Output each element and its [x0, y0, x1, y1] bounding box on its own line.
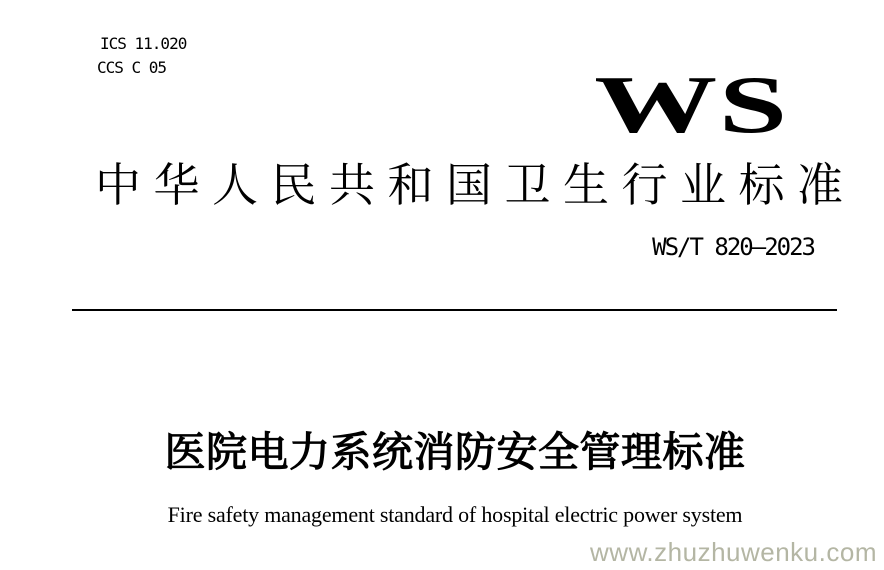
header-divider	[72, 309, 837, 311]
watermark-text: www.zhuzhuwenku.com	[590, 537, 877, 567]
standard-number: WS/T 820—2023	[652, 233, 814, 261]
ics-code: ICS 11.020	[100, 34, 187, 53]
ws-logo: WS	[594, 59, 789, 150]
document-title-en: Fire safety management standard of hospital electric power system	[167, 502, 743, 527]
ccs-code: CCS C 05	[97, 58, 167, 77]
standard-category-title: 中华人民共和国卫生行业标准	[95, 159, 843, 211]
document-title-zh: 医院电力系统消防安全管理标准	[164, 429, 746, 475]
